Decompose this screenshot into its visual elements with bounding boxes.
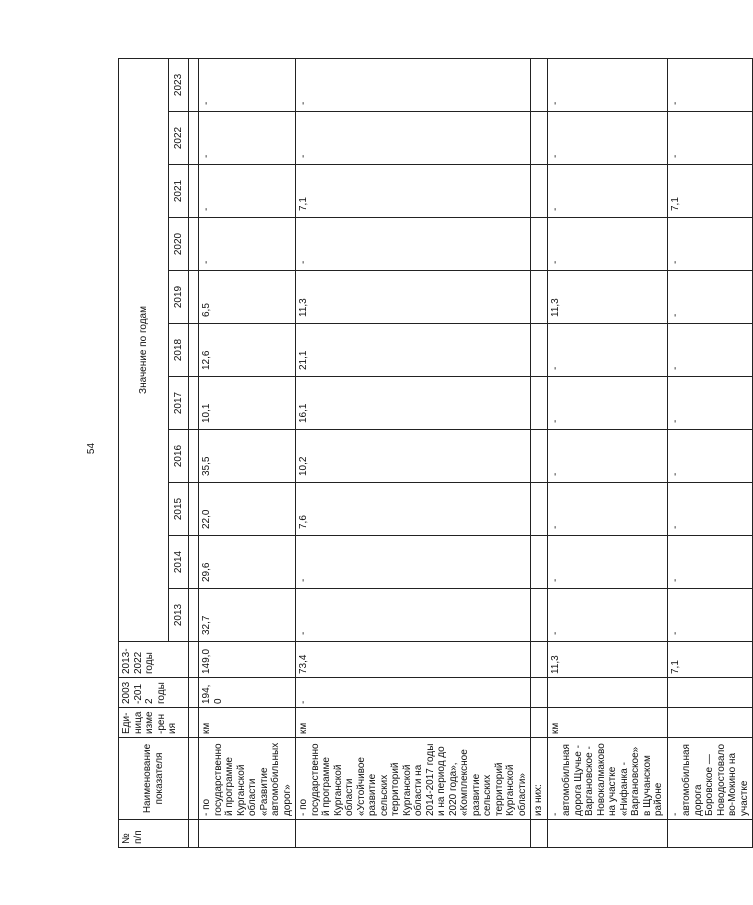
cell-year-value: 10,2 [296,430,531,483]
cell-year-value: - [667,271,753,324]
header-2013-2022: 2013-2022 годы [119,642,189,678]
cell-year-value: - [667,536,753,589]
header-year: 2013 [169,589,189,642]
header-year: 2016 [169,430,189,483]
cell-year-value: 11,3 [547,271,667,324]
header-num: № п/п [119,820,189,848]
table-body [199,58,753,847]
cell-year-value [531,430,548,483]
cell-year-value: - [296,589,531,642]
cell-year-value [531,483,548,536]
cell-num [531,820,548,848]
cell-year-value: - [667,483,753,536]
cell-2003-2012 [531,678,548,708]
cell-year-value [531,324,548,377]
cell-year-value [531,377,548,430]
table-row [296,58,531,847]
cell-year-value: - [667,324,753,377]
cell-unit [531,708,548,738]
cell-name: - автомобильная дорога Щучье - Варгановское - Новокалмаково на участке «Нифанка - Варгановское» в Щучанском районе [547,738,667,820]
header-year: 2023 [169,58,189,111]
cell-2013-2022: 7,1 [667,642,753,678]
cell-year-value: - [296,112,531,165]
cell-year-value: 11,3 [296,271,531,324]
cell-year-value: 16,1 [296,377,531,430]
cell-year-value: - [667,430,753,483]
cell-year-value: - [547,377,667,430]
rotated-table-container [118,58,750,848]
cell-year-value: 7,1 [296,165,531,218]
cell-2003-2012: 194,0 [199,678,296,708]
cell-name: из них: [531,738,548,820]
cell-year-value: - [667,377,753,430]
cell-year-value: 29,6 [199,536,296,589]
header-year: 2015 [169,483,189,536]
table-row [531,58,548,847]
cell-year-value: - [199,112,296,165]
cell-2013-2022: 73,4 [296,642,531,678]
page-number: 54 [86,442,98,455]
cell-year-value [531,58,548,111]
cell-2013-2022: 149,0 [199,642,296,678]
cell-2013-2022: 11,3 [547,642,667,678]
cell-year-value [531,271,548,324]
cell-year-value: 12,6 [199,324,296,377]
cell-year-value [531,218,548,271]
header-unit: Еди-ница изме-рения [119,708,189,738]
header-year: 2021 [169,165,189,218]
header-year: 2020 [169,218,189,271]
cell-year-value: 6,5 [199,271,296,324]
cell-year-value: - [547,112,667,165]
table-row [547,58,667,847]
cell-year-value: - [547,324,667,377]
cell-year-value: - [547,430,667,483]
header-2003-2012: 2003-2012 годы [119,678,189,708]
cell-2003-2012: - [296,678,531,708]
cell-year-value: 10,1 [199,377,296,430]
cell-unit [667,708,753,738]
cell-year-value: - [296,58,531,111]
header-year: 2022 [169,112,189,165]
cell-year-value: - [199,58,296,111]
cell-year-value: - [296,536,531,589]
header-name: Наименование показателя [119,738,189,820]
cell-year-value: 22,0 [199,483,296,536]
cell-year-value [531,589,548,642]
cell-year-value: - [667,218,753,271]
header-year: 2017 [169,377,189,430]
cell-num [667,820,753,848]
cell-num [296,820,531,848]
cell-year-value: 21,1 [296,324,531,377]
cell-year-value: - [547,218,667,271]
cell-name: - автомобильная дорога Боровское — Новодостовалово-Мокино на участке [667,738,753,820]
header-year: 2014 [169,536,189,589]
cell-year-value: 7,1 [667,165,753,218]
cell-year-value: - [667,589,753,642]
cell-year-value: 32,7 [199,589,296,642]
cell-unit: км [296,708,531,738]
blank-row [189,58,199,847]
header-values-by-year: Значение по годам [119,58,169,641]
header-year: 2019 [169,271,189,324]
cell-unit: км [547,708,667,738]
cell-year-value: - [199,218,296,271]
cell-year-value [531,536,548,589]
cell-2003-2012 [547,678,667,708]
cell-2003-2012 [667,678,753,708]
cell-name: - по государственной программе Курганской области «Устойчивое развитие сельских территорий Курганской области на 2014-2017 годы и на период до 2020 года», «Комплексное развитие сельских территорий Курганской области» [296,738,531,820]
cell-year-value [531,165,548,218]
cell-unit: км [199,708,296,738]
cell-year-value: - [296,218,531,271]
cell-year-value: - [547,536,667,589]
header-year: 2018 [169,324,189,377]
table-row [667,58,753,847]
cell-year-value: - [547,165,667,218]
cell-year-value: - [547,589,667,642]
cell-year-value [531,112,548,165]
cell-num [547,820,667,848]
cell-year-value: - [547,58,667,111]
cell-year-value: - [547,483,667,536]
cell-name: - по государственной программе Курганской области «Развитие автомобильных дорог» [199,738,296,820]
cell-num [199,820,296,848]
cell-year-value: - [667,112,753,165]
cell-year-value: - [667,58,753,111]
cell-year-value: 35,5 [199,430,296,483]
indicators-table [118,58,753,848]
cell-2013-2022 [531,642,548,678]
cell-year-value: - [199,165,296,218]
cell-year-value: 7,6 [296,483,531,536]
table-row [199,58,296,847]
